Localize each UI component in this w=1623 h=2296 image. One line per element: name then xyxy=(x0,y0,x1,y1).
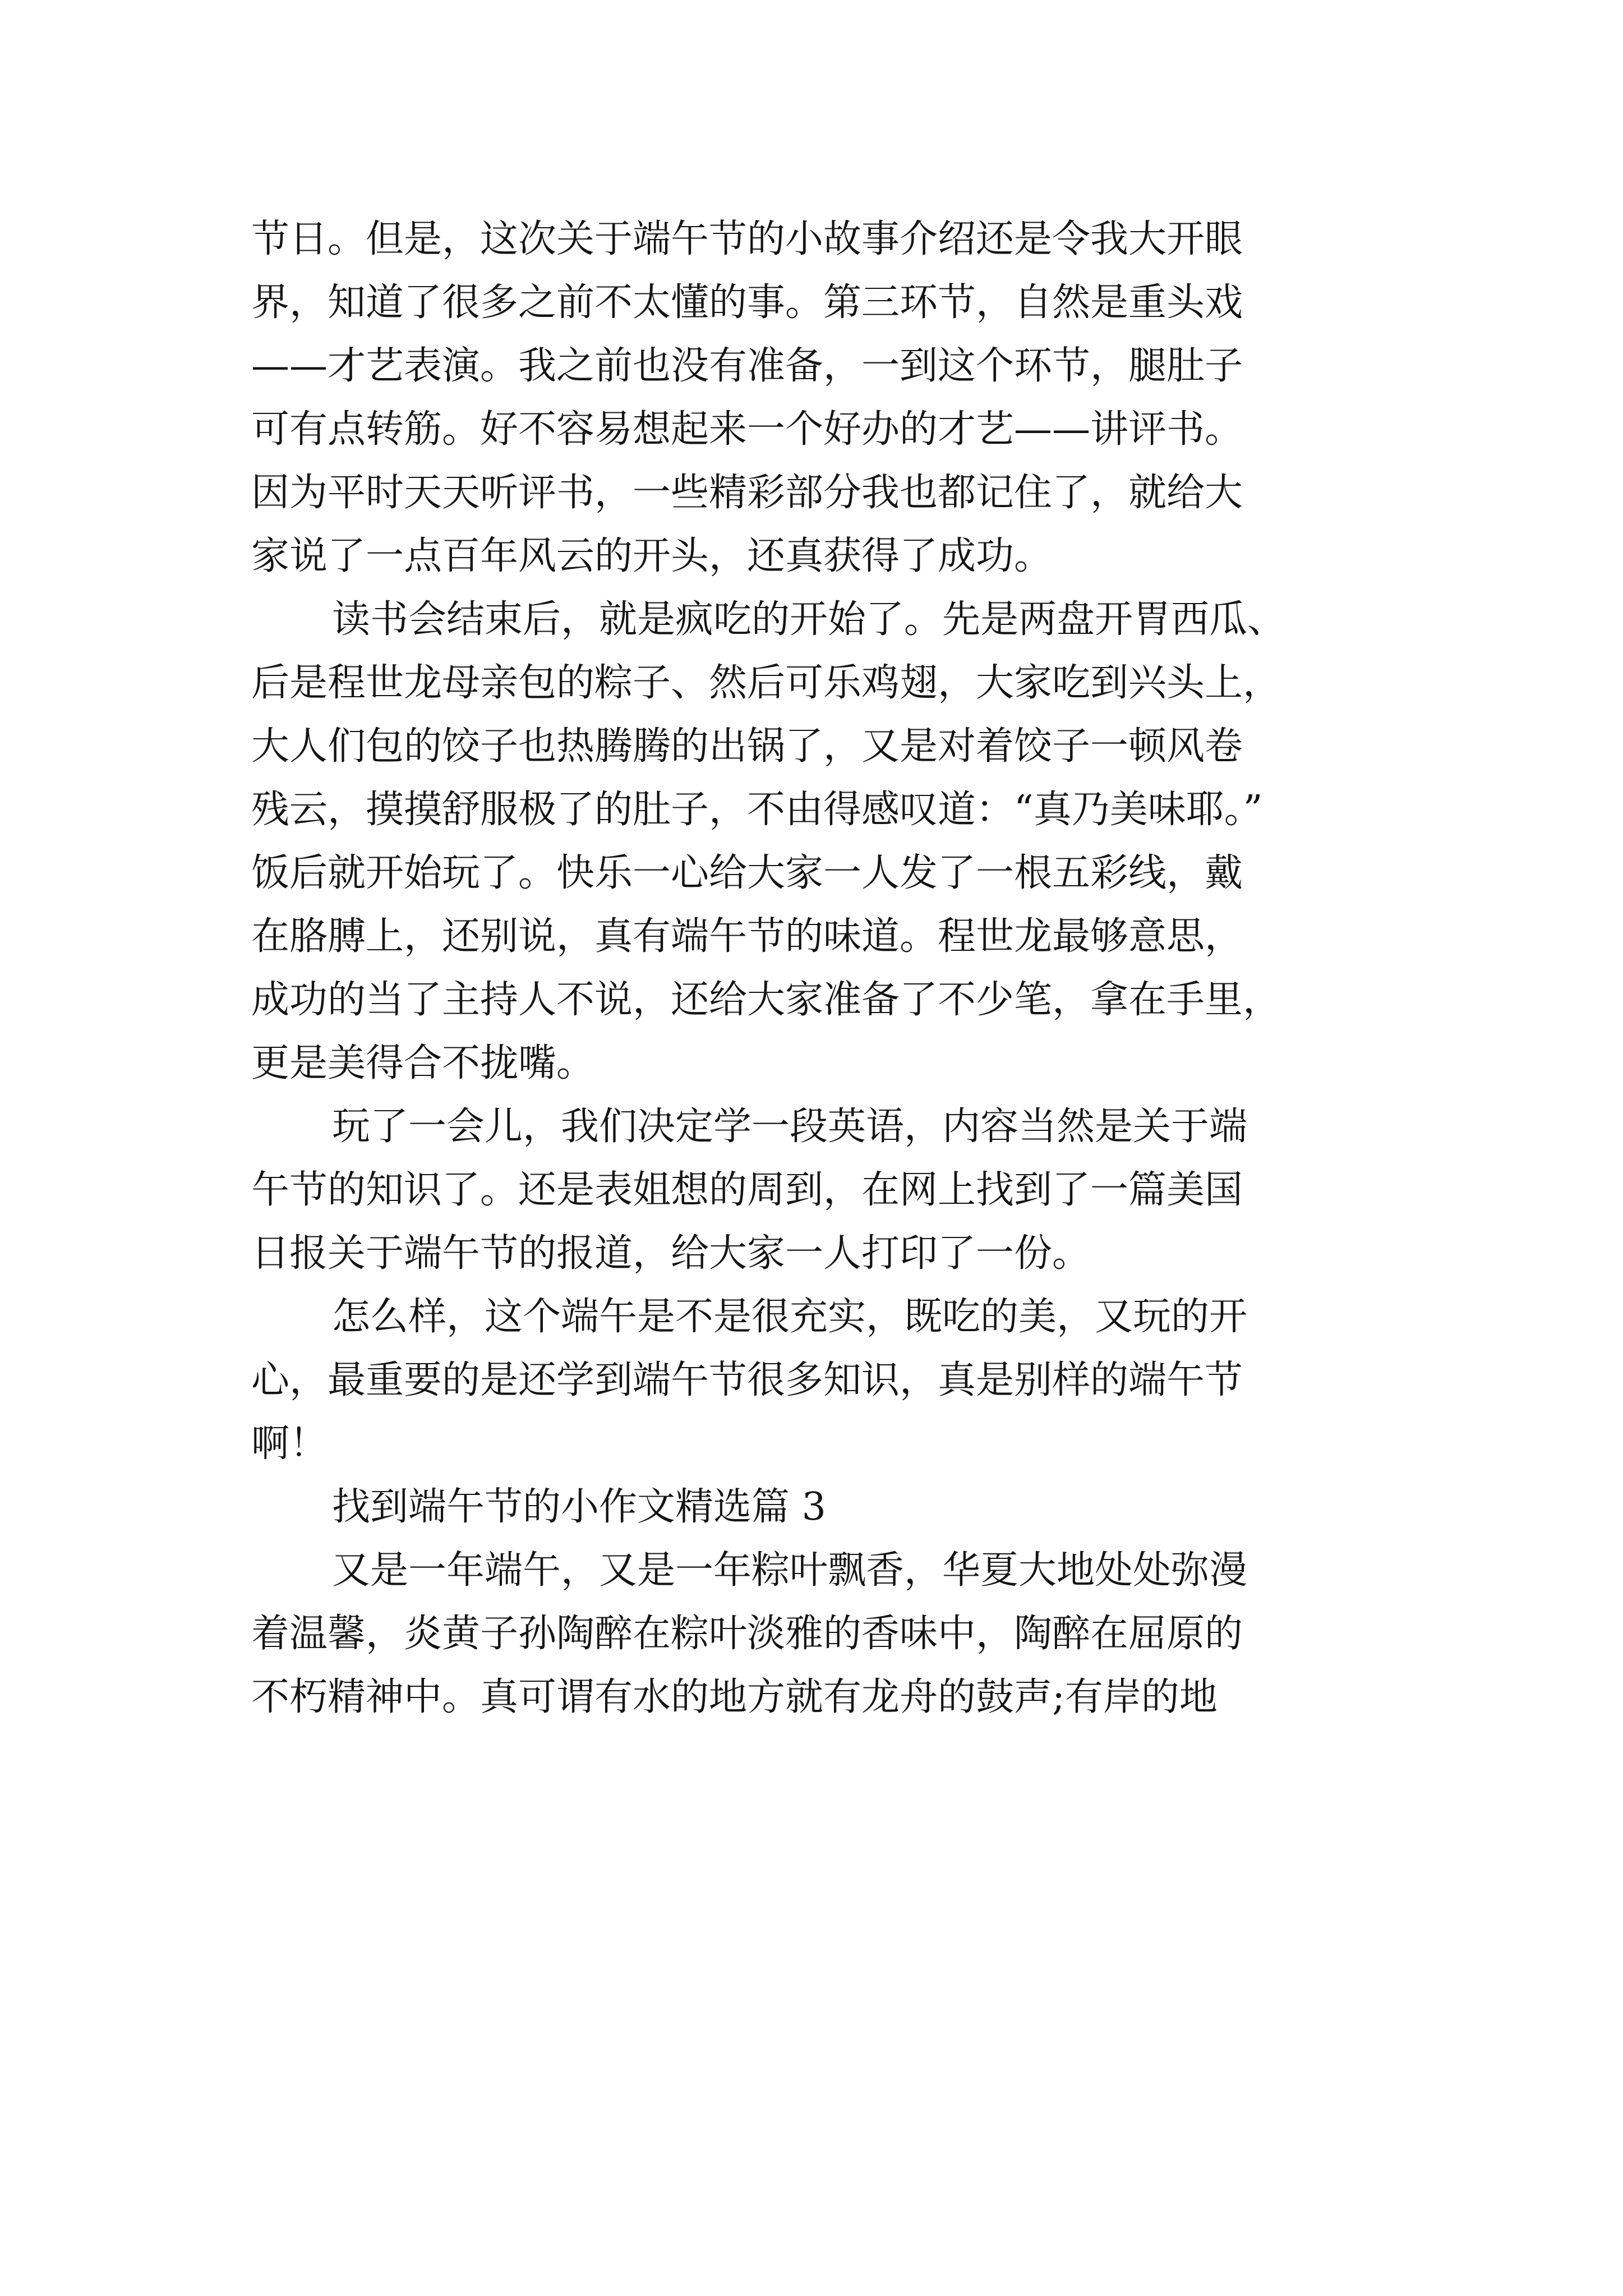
text-line: 家说了一点百年风云的开头，还真获得了成功。 xyxy=(251,534,1053,578)
text-line: 残云，摸摸舒服极了的肚子，不由得感叹道：“真乃美味耶。” xyxy=(251,788,1263,832)
document-body xyxy=(251,208,1395,1729)
text-line: 界，知道了很多之前不太懂的事。第三环节，自然是重头戏 xyxy=(251,280,1243,325)
paragraph xyxy=(251,1285,1395,1475)
text-line: 心，最重要的是还学到端午节很多知识，真是别样的端午节 xyxy=(251,1358,1243,1402)
text-line: 找到端午节的小作文精选篇 3 xyxy=(332,1485,826,1529)
text-line: ——才艺表演。我之前也没有准备，一到这个环节，腿肚子 xyxy=(251,344,1243,388)
text-line: 着温馨，炎黄子孙陶醉在粽叶淡雅的香味中，陶醉在屈原的 xyxy=(251,1612,1243,1656)
text-line: 后是程世龙母亲包的粽子、然后可乐鸡翅，大家吃到兴头上， xyxy=(251,661,1281,705)
paragraph xyxy=(251,208,1395,588)
text-line: 怎么样，这个端午是不是很充实，既吃的美，又玩的开 xyxy=(332,1295,1248,1339)
text-line: 不朽精神中。真可谓有水的地方就有龙舟的鼓声;有岸的地 xyxy=(251,1675,1218,1719)
text-line: 在胳膊上，还别说，真有端午节的味道。程世龙最够意思， xyxy=(251,914,1243,959)
text-line: 更是美得合不拢嘴。 xyxy=(251,1041,595,1085)
text-line: 成功的当了主持人不说，还给大家准备了不少笔，拿在手里， xyxy=(251,978,1281,1022)
text-line: 因为平时天天听评书，一些精彩部分我也都记住了，就给大 xyxy=(251,471,1243,515)
text-line: 读书会结束后，就是疯吃的开始了。先是两盘开胃西瓜、 xyxy=(332,597,1286,642)
text-line: 午节的知识了。还是表姐想的周到，在网上找到了一篇美国 xyxy=(251,1168,1243,1212)
text-line: 又是一年端午，又是一年粽叶飘香，华夏大地处处弥漫 xyxy=(332,1548,1248,1593)
text-line: 可有点转筋。好不容易想起来一个好办的才艺——讲评书。 xyxy=(251,407,1243,452)
paragraph xyxy=(251,588,1395,1095)
text-line: 饭后就开始玩了。快乐一心给大家一人发了一根五彩线，戴 xyxy=(251,851,1243,895)
text-line: 啊！ xyxy=(251,1421,328,1466)
paragraph xyxy=(251,1539,1395,1729)
text-line: 日报关于端午节的报道，给大家一人打印了一份。 xyxy=(251,1231,1091,1276)
text-line: 玩了一会儿，我们决定学一段英语，内容当然是关于端 xyxy=(332,1105,1248,1149)
paragraph xyxy=(251,1475,1395,1539)
text-line: 大人们包的饺子也热腾腾的出锅了，又是对着饺子一顿风卷 xyxy=(251,724,1243,769)
paragraph xyxy=(251,1095,1395,1285)
text-line: 节日。但是，这次关于端午节的小故事介绍还是令我大开眼 xyxy=(251,217,1243,261)
